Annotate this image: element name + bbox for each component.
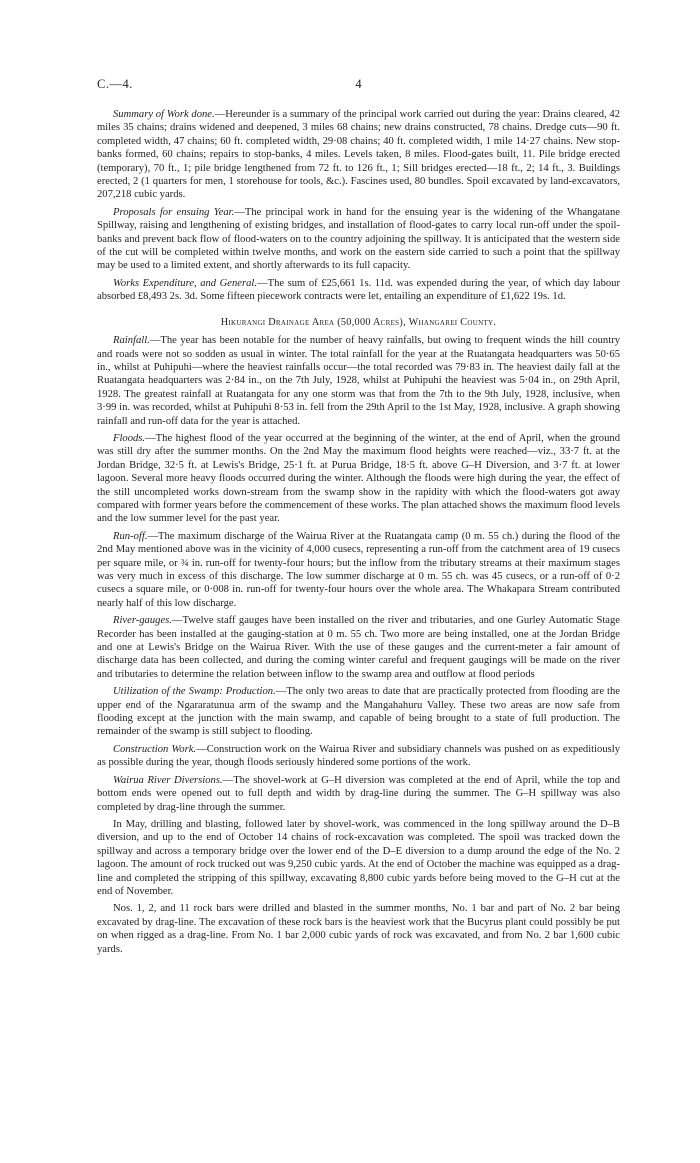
paragraph	[97, 685, 620, 739]
paragraph-run-in-heading: Works Expenditure, and General.	[113, 277, 258, 289]
paragraph	[97, 530, 620, 610]
summary-section	[97, 108, 620, 304]
paragraph-run-in-heading: Floods.	[113, 432, 146, 444]
document-reference: C.—4.	[97, 77, 133, 91]
paragraph	[97, 277, 620, 304]
hikurangi-section	[97, 334, 620, 956]
paragraph-run-in-heading: Run-off.	[113, 530, 148, 542]
paragraph	[97, 614, 620, 681]
paragraph-text: —The maximum discharge of the Wairua River at the Ruatangata camp (0 m. 55 ch.) during the flood of the 2nd May mentioned above was in the vicinity of 4,000 cusecs, representing a run-off from the catchment area of 19 cusecs per square mile, or ¾ in. run-off for twenty-four hours; but the inflow from the tributary streams at their maximum stages was very much in excess of this discharge. The low summer discharge at 0 m. 55 ch. was 45 cusecs, or a run-off of 0·2 cusecs a square mile, or 0·008 in. run-off for twenty-four hours over the whole area. The Whakapara Stream contributed nearly half of this low discharge.	[97, 530, 620, 609]
paragraph	[97, 432, 620, 526]
paragraph-text: Nos. 1, 2, and 11 rock bars were drilled and blasted in the summer months, No. 1 bar and part of No. 2 bar being excavated by drag-line. The excavation of these rock bars is the heaviest work that the Bucyrus plant could possibly be put on when rigged as a drag-line. From No. 1 bar 2,000 cubic yards of rock was excavated, and from No. 2 bar 1,600 cubic yards.	[97, 903, 620, 955]
paragraph-text: —The principal work in hand for the ensuing year is the widening of the Whangatane Spillway, raising and lengthening of existing bridges, and installation of flood-gates to carry local run-off under the spoil-banks and prevent back flow of flood-waters on to the country adjoining the spillway. It is anticipated that the western side of the cut will be completed within twelve months, and work on the eastern side carried to such a point that the spillway may be used to a limited extent, and shortly afterwards to its full capacity.	[97, 206, 620, 272]
paragraph-text: —The year has been notable for the number of heavy rainfalls, but owing to frequent winds the hill country and roads were not so sodden as usual in winter. The total rainfall for the year at the Ruatangata headquarters was 50·65 in., whilst at Puhipuhi—where the heaviest rainfalls occur—the total recorded was 79·83 in. The heaviest daily fall at the Ruatangata headquarters was 2·84 in., on the 7th July, 1928, whilst at Puhipuhi the heaviest was 5·04 in., on 29th April, 1928. The greatest rainfall at Ruatangata for any one storm was that from the 7th to the 9th July, 1928, inclusive, when 3·99 in. was recorded, whilst at Puhipuhi 8·53 in. fell from the 29th April to the 1st May, 1928, inclusive. A graph showing rainfall and run-off data for the year is attached.	[97, 335, 620, 427]
paragraph-run-in-heading: River-gauges.	[113, 615, 172, 627]
paragraph-text: —Construction work on the Wairua River and subsidiary channels was pushed on as expeditiously as possible during the year, though floods seriously hindered some portions of the work.	[97, 743, 621, 769]
paragraph-text: In May, drilling and blasting, followed later by shovel-work, was commenced in the long spillway around the D–B diversion, and up to the end of October 14 chains of rock-excavation was completed. The spoil was tracked down the spillway and across a temporary bridge over the lower end of the D–E diversion to a dump around the edge of the No. 2 lagoon. The amount of rock trucked out was 9,250 cubic yards. At the end of October the machine was equipped as a drag-line and completed the stripping of this spillway, excavating 8,800 cubic yards before being moved to the G–H cut at the end of November.	[97, 818, 620, 897]
paragraph-text: —The sum of £25,661 1s. 11d. was expended during the year, of which day labour absorbed £8,493 2s. 3d. Some fifteen piecework contracts were let, entailing an expenditure of £1,622 19s. 1d.	[97, 277, 620, 303]
paragraph-run-in-heading: Construction Work.	[113, 743, 197, 755]
body-text	[97, 108, 620, 960]
paragraph	[97, 743, 620, 770]
paragraph-run-in-heading: Rainfall.	[113, 335, 150, 347]
paragraph-text: —The highest flood of the year occurred at the beginning of the winter, at the end of April, when the ground was still dry after the summer months. On the 2nd May the maximum flood heights were reached—viz., 33·7 ft. at the Jordan Bridge, 32·5 ft. at Lewis's Bridge, 25·1 ft. at Purua Bridge, 18·5 ft. above G–H Diversion, and 3·7 ft. at lower lagoon. Several more heavy floods occurred during the winter. Although the floods were high during the year, the effect of the still uncompleted works down-stream from the swamp show in the rapidity with which the flood-waters got away compared with former years before the commencement of these works. The plan attached shows the maximum flood levels and the low summer level for the past year.	[97, 432, 620, 525]
paragraph-text: —Twelve staff gauges have been installed on the river and tributaries, and one Gurley Automatic Stage Recorder has been installed at the gauging-station at 0 m. 55 ch. Two more are being installed, one at the Jordan Bridge and one at Lewis's Bridge on the Wairua River. With the use of these gauges and the current-meter a fair amount of discharge data has been collected, and during the coming winter careful and frequent gaugings will be made on the river and tributaries to determine the relation between inflow to the swamp area and outflow at flood periods	[97, 615, 620, 680]
page-number: 4	[355, 77, 362, 91]
section-heading: Hikurangi Drainage Area (50,000 Acres), Whangarei County.	[220, 316, 497, 328]
paragraph	[97, 818, 620, 898]
paragraph-text: —The shovel-work at G–H diversion was completed at the end of April, while the top and bottom ends were opened out to full depth and width by drag-line during the summer. The G–H spillway was also completed by drag-line through the summer.	[97, 774, 620, 813]
paragraph	[97, 902, 620, 956]
paragraph	[97, 206, 620, 273]
paragraph	[97, 774, 620, 814]
paragraph-run-in-heading: Wairua River Diversions.	[113, 774, 223, 786]
paragraph	[97, 334, 620, 428]
paragraph-text: —Hereunder is a summary of the principal work carried out during the year: Drains cleared, 42 miles 35 chains; drains widened and deepened, 3 miles 68 chains; new drains constructed, 78 chains. Dredge cuts—90 ft. completed width, 47 chains; 60 ft. completed width, 29·08 chains; 40 ft. completed width, 1 mile 14·27 chains. New stop-banks formed, 60 chains; repairs to stop-banks, 4 miles. Levels taken, 8 miles. Flood-gates built, 11. Pile bridge erected (temporary), 70 ft., 1; pile bridge lengthened from 72 ft. to 126 ft., 1; Sill bridges erected—18 ft., 2; 14 ft., 3. Buildings erected, 2 (1 quarters for men, 1 storehouse for tools, &c.). Fascines used, 80 bundles. Spoil excavated by land-excavators, 207,218 cubic yards.	[97, 109, 620, 201]
paragraph	[97, 108, 620, 202]
paragraph-run-in-heading: Summary of Work done.	[113, 109, 215, 120]
paragraph-text: —The only two areas to date that are practically protected from flooding are the upper end of the Ngararatunua arm of the swamp and the Mangahahuru Valley. These two areas are now safe from flooding except at the junction with the main swamp, and capable of being brought to a state of full production. The remainder of the swamp is still subject to flooding.	[97, 686, 621, 738]
paragraph-run-in-heading: Proposals for ensuing Year.	[113, 206, 235, 218]
running-head	[97, 78, 620, 94]
paragraph-run-in-heading: Utilization of the Swamp: Production.	[113, 686, 276, 698]
